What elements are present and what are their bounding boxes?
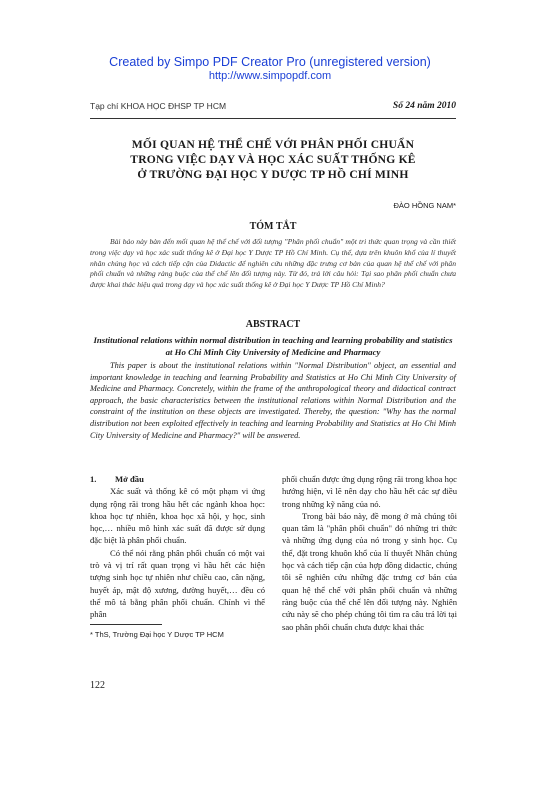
title-line: TRONG VIỆC DẠY VÀ HỌC XÁC SUẤT THỐNG KÊ: [130, 153, 416, 166]
watermark-url: http://www.simpopdf.com: [208, 70, 332, 82]
paragraph: Trong bài báo này, đề mong ở mà chúng tôi quan tâm là "phân phối chuẩn" đó những tri thức và những ứng dụng của nó trong y sinh học. Cụ thể, đặt trong khuôn khổ của lí thuyết Nhân chủng học và cách tiếp cận của hợp đồng didactic, chúng tôi sẽ nghiên cứu những đặc trưng cơ bản của quan hệ thể chế với phân phối chuẩn và những ràng buộc của thể chế lên đối tượng này. Nghiên cứu này sẽ cho phép chúng tôi tìm ra câu trả lời tại sao phân phối chuẩn chưa được khai thác: [282, 510, 457, 632]
paragraph: phối chuẩn được ứng dụng rộng rãi trong khoa học hướng hiện, vì lẽ nên dạy cho hầu hết các sự điều trong những kỹ năng của nó.: [282, 474, 457, 509]
header-rule: [90, 118, 456, 119]
section-number: 1.: [90, 474, 97, 484]
tomtat-text: Bài báo này bàn đến mối quan hệ thể chế với đối tượng "Phân phối chuẩn" một tri thức quan trọng và cần thiết trong việc dạy và học xác suất thống kê ở Đại học Y Dược TP Hồ Chí Minh. Cụ thể, dựa trên khuôn khổ của lí thuyết nhân chủng học và cách tiếp cận của Didactic để nghiên cứu những đặc trưng cơ bản của quan hệ thể chế với phân phối chuẩn và những ràng buộc của thể chế lên đối tượng này. Từ đó, trả lời câu hỏi: Tại sao phân phối chuẩn chưa được khai thác hiệu quả trong dạy và học xác suất thống kê ở Đại học Y Dược TP Hồ Chí Minh?: [90, 237, 456, 290]
section-heading: [90, 473, 265, 485]
author-name: ĐÀO HỒNG NAM*: [393, 201, 456, 210]
page-number: 122: [90, 680, 105, 691]
section-title: Mở đầu: [115, 474, 144, 484]
footnote: * ThS, Trường Đại học Y Dược TP HCM: [90, 630, 224, 639]
paragraph: Có thể nói rằng phân phối chuẩn có một vai trò và vị trí rất quan trọng vì hầu hết các hiện tượng sinh học tự nhiên như chiều cao, cân nặng, huyết áp, mật độ xương, đường huyết,… đều có thể mô tả bằng phân phối chuẩn. Chính vì thế phân: [90, 547, 265, 620]
abstract-title: Institutional relations within normal distribution in teaching and learning probability and statistics at Ho Chi Minh City University of Medicine and Pharmacy: [93, 335, 453, 357]
journal-name: Tạp chí KHOA HỌC ĐHSP TP HCM: [90, 101, 227, 111]
watermark-line-1: Created by Simpo PDF Creator Pro (unregistered version): [109, 55, 431, 69]
abstract-heading: ABSTRACT: [245, 319, 301, 330]
issue-number: Số 24 năm 2010: [392, 101, 456, 111]
tomtat-heading: TÓM TẮT: [249, 221, 297, 232]
abstract-text: This paper is about the institutional relations within "Normal Distribution" object, an essential and important knowledge in teaching and learning Probability and Statistics at Ho Chi Minh City University of Medicine and Pharmacy. Concretely, within the frame of the anthropological theory and didactical contract approach, the basic characteristics between the institutional relations within Normal Distribution and the constraint of the institution on these objects are investigated. Thereby, the question: "Why has the normal distribution not been exploited effectively in teaching and learning Probability and Statistics at Ho Chi Minh City University of Medicine and Pharmacy?" will be answered.: [90, 361, 456, 440]
article-title: [90, 137, 456, 182]
left-column: [90, 473, 265, 621]
title-line: Ở TRƯỜNG ĐẠI HỌC Y DƯỢC TP HỒ CHÍ MINH: [137, 168, 409, 181]
title-line: MỐI QUAN HỆ THỂ CHẾ VỚI PHÂN PHỐI CHUẨN: [131, 138, 415, 151]
paragraph: Xác suất và thống kê có một phạm vi ứng dụng rộng rãi trong hầu hết các ngành khoa học: khoa học tự nhiên, khoa học xã hội, y học, sinh học,… nhiều mô hình xác suất đã được sử dụng đặc biệt là phân phối chuẩn.: [90, 486, 265, 546]
right-column: [282, 473, 457, 633]
footnote-rule: [90, 624, 162, 625]
